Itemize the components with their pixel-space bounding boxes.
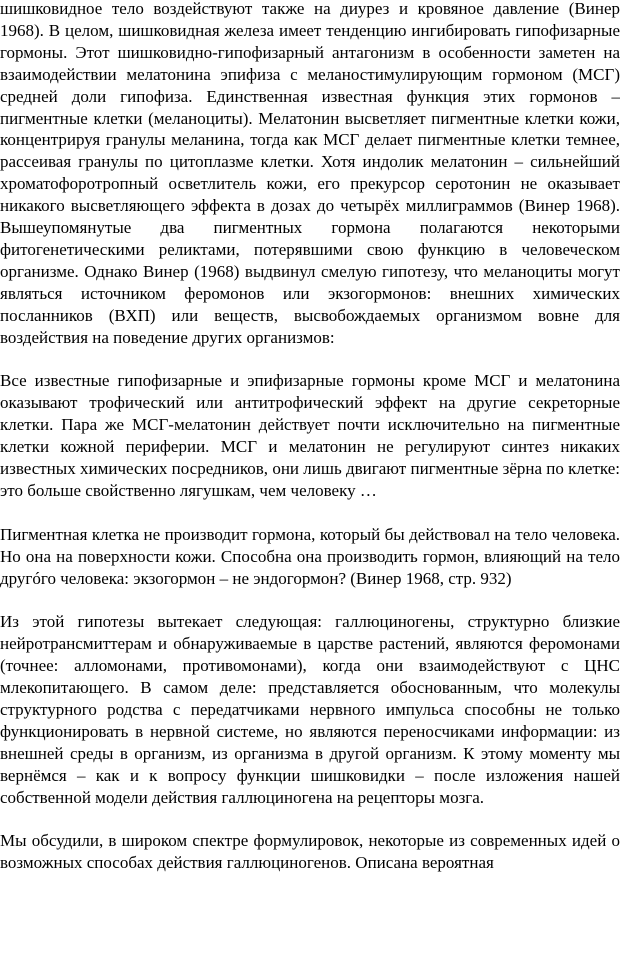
paragraph-quote-msh-melatonin: Все известные гипофизарные и эпифизарные гормоны кроме МСГ и мелатонина оказывают трофический или антитрофический эффект на другие секреторные клетки. Пара же МСГ-мелатонин действует почти исключительно на пигментные клетки кожной периферии. МСГ и мелатонин не регулируют синтез никаких известных химических посредников, они лишь двигают пигментные зёрна по клетке: это больше свойственно лягушкам, чем человеку … <box>0 371 620 500</box>
paragraph-quote-pigment-cell: Пигментная клетка не производит гормона, который бы действовал на тело человека. Но она на поверхности кожи. Способна она производить гормон, влияющий на тело другóго человека: экзогормон – не эндогормон? (Винер 1968, стр. 932) <box>0 524 620 588</box>
paragraph-pineal-hormones: шишковидное тело воздействуют также на диурез и кровяное давление (Винер 1968). В целом, шишковидная железа имеет тенденцию ингибировать гипофизарные гормоны. Этот шишковидно-гипофизарный антагонизм в особенности заметен на взаимодействии мелатонина эпифиза с меланостимулирующим гормоном (МСГ) средней доли гипофиза. Единственная известная функция этих гормонов – пигментные клетки (меланоциты). Мелатонин высветляет пигментные клетки кожи, концентрируя гранулы меланина, тогда как МСГ делает пигментные клетки темнее, рассеивая гранулы по цитоплазме клетки. Хотя индолик мелатонин – сильнейший хроматофоротропный осветлитель кожи, его прекурсор серотонин не оказывает никакого высветляющего эффекта в дозах до четырёх миллиграммов (Винер 1968). Вышеупомянутые два пигментных гормона полагаются некоторыми фитогенетическими реликтами, потерявшими свою функцию в человеческом организме. Однако Винер (1968) выдвинул смелую гипотезу, что меланоциты могут являться источником феромонов или экзогормонов: внешних химических посланников (ВХП) или веществ, высвобождаемых организмом вовне для воздействия на поведение других организмов: <box>0 0 620 347</box>
paragraph-hallucinogen-hypothesis: Из этой гипотезы вытекает следующая: галлюциногены, структурно близкие нейротрансмиттерам и обнаруживаемые в царстве растений, являются феромонами (точнее: алломонами, противомонами), когда они взаимодействуют с ЦНС млекопитающего. В самом деле: представляется обоснованным, что молекулы структурного родства с передатчиками нервного импульса способны не только функционировать в нервной системе, но являются переносчиками информации: из внешней среды в организм, из организма в другой организм. К этому моменту мы вернёмся – как и к вопросу функции шишковидки – после изложения нашей собственной модели действия галлюциногена на рецепторы мозга. <box>0 612 620 807</box>
paragraph-discussion: Мы обсудили, в широком спектре формулировок, некоторые из современных идей о возможных способах действия галлюциногенов. Описана вероятная <box>0 831 620 873</box>
